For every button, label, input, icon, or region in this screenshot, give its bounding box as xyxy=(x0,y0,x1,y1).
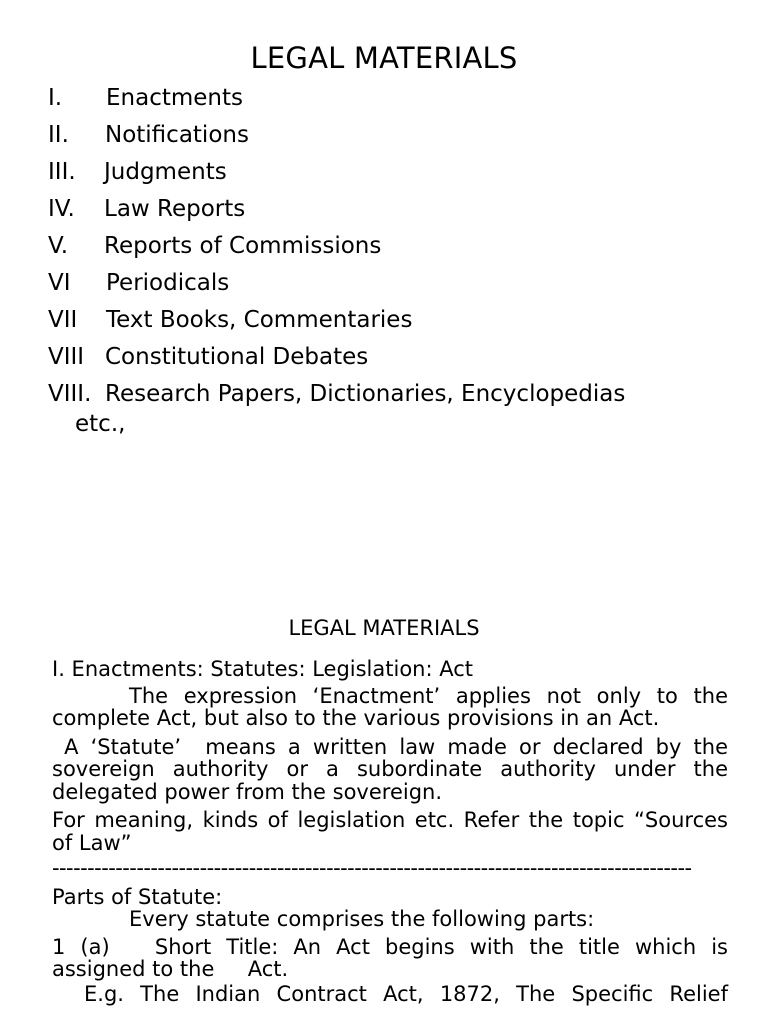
list-item-label: Research Papers, Dictionaries, Encyclopedias xyxy=(105,381,626,407)
list-item-numeral: IV. xyxy=(48,196,75,222)
list-item xyxy=(48,117,748,154)
list-item xyxy=(48,265,748,302)
slide1-title: LEGAL MATERIALS xyxy=(250,41,518,75)
list-item-label: Judgments xyxy=(104,159,227,185)
list-item-numeral: VIII. xyxy=(48,381,92,407)
section-heading: I. Enactments: Statutes: Legislation: Act xyxy=(52,657,474,681)
list-item-numeral: III. xyxy=(48,159,76,185)
list-item xyxy=(48,80,748,117)
list-item-numeral: VII xyxy=(48,307,78,333)
example-line: E.g. The Indian Contract Act, 1872, The Specific Relief xyxy=(84,981,728,1006)
list-item-numeral: I. xyxy=(48,85,63,111)
list-item-continuation: etc., xyxy=(75,411,126,437)
list-item-numeral: V. xyxy=(48,233,69,259)
list-item-numeral: VI xyxy=(48,270,71,296)
list-item xyxy=(48,191,748,228)
list-item-label: Notifications xyxy=(105,122,249,148)
list-item-label: Law Reports xyxy=(104,196,246,222)
list-item xyxy=(48,228,748,265)
list-item-label: Reports of Commissions xyxy=(104,233,382,259)
separator-line: ------------------------------------------------------------------------------------------- xyxy=(52,857,692,880)
list-item xyxy=(48,154,748,191)
statute-paragraph: A ‘Statute’ means a written law made or declared by the sovereign authority or a subordinate authority under the delegated power from the sovereign. xyxy=(52,734,735,804)
list-item xyxy=(48,339,748,376)
enactment-paragraph: The expression ‘Enactment’ applies not only to the complete Act, but also to the various provisions in an Act. xyxy=(52,683,728,730)
list-item-label: Enactments xyxy=(106,85,244,111)
legal-materials-list xyxy=(48,80,748,413)
parts-intro: Every statute comprises the following parts: xyxy=(129,907,595,931)
list-item-numeral: VIII xyxy=(48,344,85,370)
slide2-body xyxy=(52,657,735,1006)
list-item-label: Periodicals xyxy=(106,270,230,296)
list-item-label: Constitutional Debates xyxy=(105,344,369,370)
list-item xyxy=(48,302,748,339)
refer-paragraph: For meaning, kinds of legislation etc. Refer the topic “Sources of Law” xyxy=(52,808,728,855)
list-item-numeral: II. xyxy=(48,122,69,148)
list-item xyxy=(48,376,748,413)
list-item-label: Text Books, Commentaries xyxy=(106,307,413,333)
slide2-title: LEGAL MATERIALS xyxy=(288,616,480,640)
short-title-line: 1 (a) Short Title: An Act begins with the title which is xyxy=(52,934,728,959)
short-title-line: assigned to the Act. xyxy=(52,957,289,981)
parts-heading: Parts of Statute: xyxy=(52,884,223,909)
